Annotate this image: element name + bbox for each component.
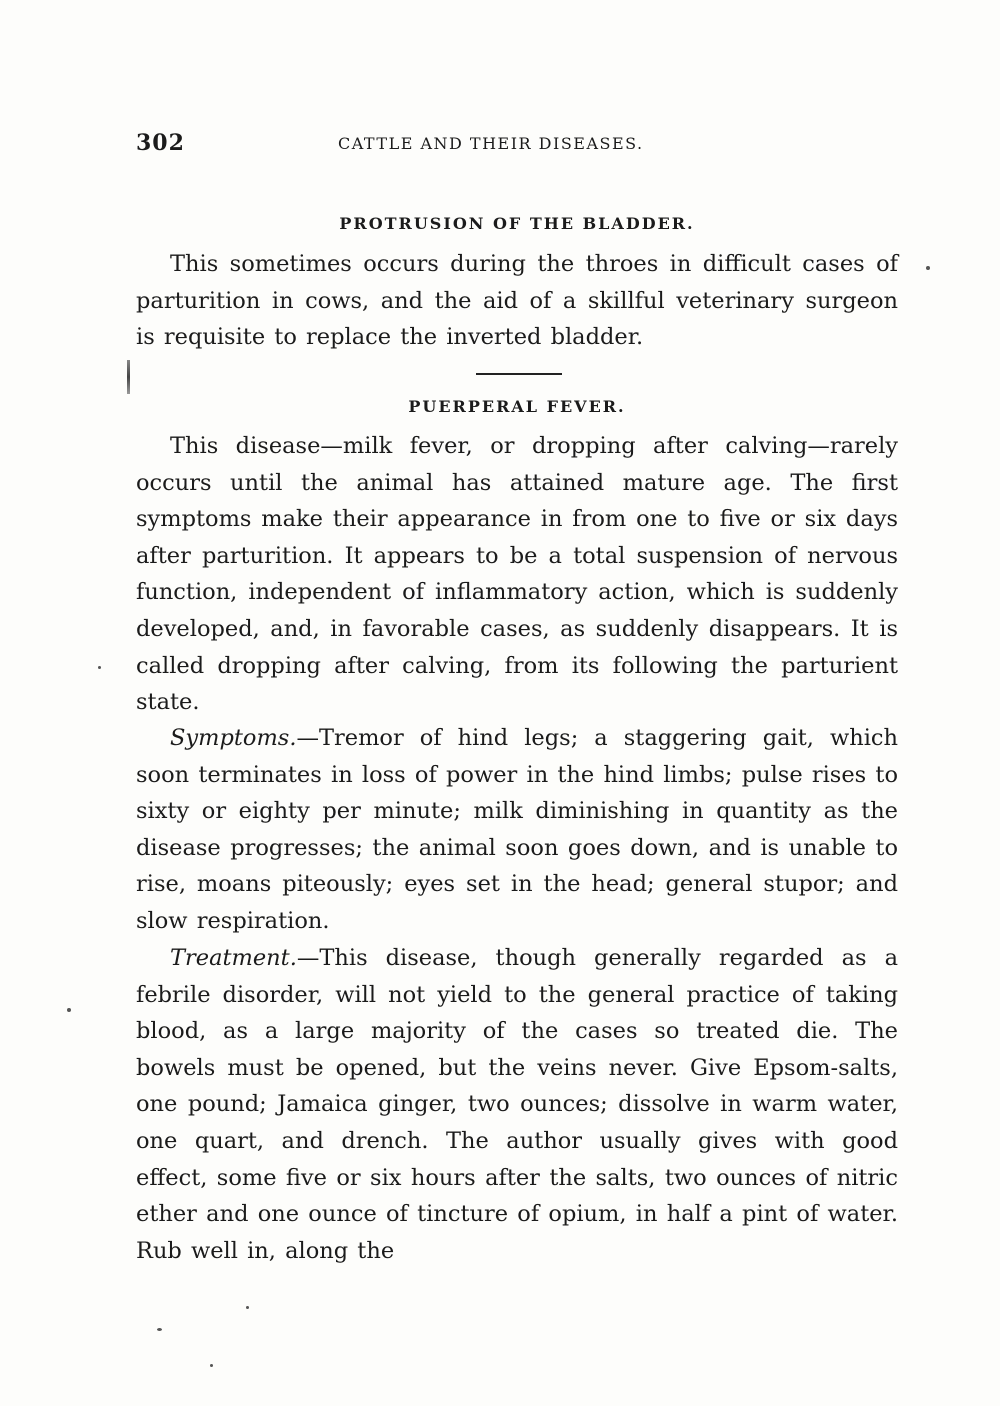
ink-speck [98, 666, 101, 669]
running-title: CATTLE AND THEIR DISEASES. [338, 134, 644, 153]
ink-speck [157, 1328, 162, 1331]
paragraph-lead-treatment: Treatment. [170, 945, 297, 971]
paragraph-bladder [136, 246, 898, 356]
section-divider [476, 373, 562, 375]
paragraph-lead-symptoms: Symptoms. [170, 725, 297, 751]
paragraph-text: This sometimes occurs during the throes in difficult cases of parturition in cows, and the aid of a skillful veterinary surgeon is requisite to replace the inverted bladder. [136, 251, 898, 351]
paragraph-fever-intro [136, 428, 898, 721]
paragraph-symptoms [136, 720, 898, 940]
paragraph-text: —Tremor of hind legs; a staggering gait, which soon terminates in loss of power in the hind limbs; pulse rises to sixty or eighty per minute; milk diminishing in quantity as the disease progresses; the animal soon goes down, and is unable to rise, moans piteously; eyes set in the head; general stupor; and slow respiration. [136, 725, 898, 934]
ink-speck [926, 266, 930, 270]
page-number: 302 [136, 130, 185, 156]
ink-speck [246, 1306, 249, 1309]
section-heading-puerperal-fever: PUERPERAL FEVER. [408, 397, 626, 416]
paragraph-text: This disease—milk fever, or dropping after calving—rarely occurs until the animal has attained mature age. The first symptoms make their appearance in from one to five or six days after parturition. It appears to be a total suspension of nervous function, independent of inflammatory action, which is suddenly developed, and, in favorable cases, as suddenly disappears. It is called dropping after calving, from its following the parturient state. [136, 433, 898, 716]
margin-mark [127, 360, 130, 394]
ink-speck [210, 1364, 213, 1367]
ink-speck [67, 1008, 71, 1012]
paragraph-text: —This disease, though generally regarded as a febrile disorder, will not yield to the general practice of taking blood, as a large majority of the cases so treated die. The bowels must be opened, but the veins never. Give Epsom-salts, one pound; Jamaica ginger, two ounces; dissolve in warm water, one quart, and drench. The author usually gives with good effect, some five or six hours after the salts, two ounces of nitric ether and one ounce of tincture of opium, in half a pint of water. Rub well in, along the [136, 945, 898, 1264]
section-heading-bladder: PROTRUSION OF THE BLADDER. [339, 214, 695, 233]
paragraph-treatment [136, 940, 898, 1269]
page-header [136, 130, 898, 160]
